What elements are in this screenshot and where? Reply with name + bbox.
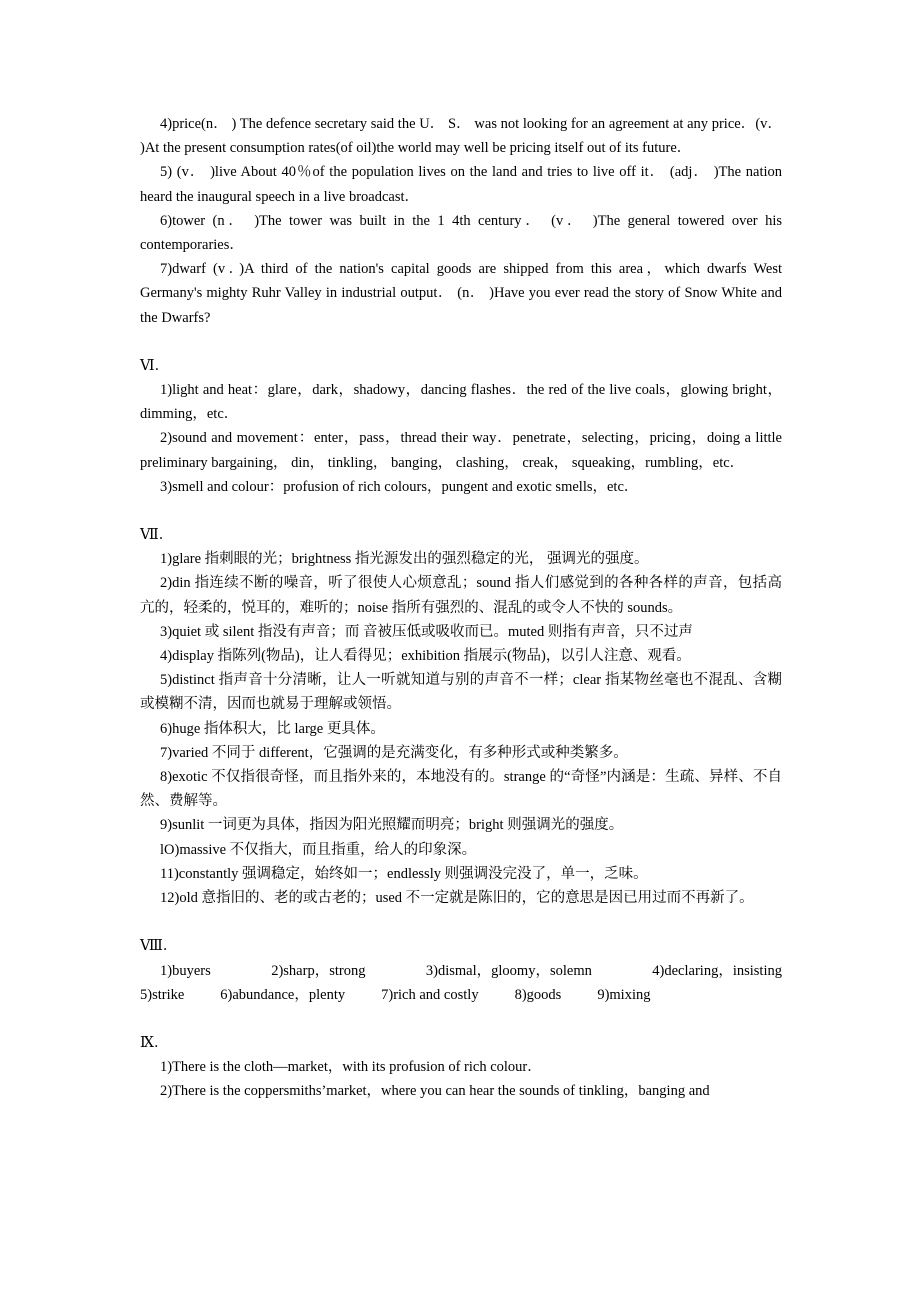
answer-item: 9)sunlit 一词更为具体，指因为阳光照耀而明亮；bright 则强调光的强度。 — [160, 817, 624, 834]
answer-item: 3)smell and colour：profusion of rich colours，pungent and exotic smells，etc． — [160, 478, 639, 495]
section-vi — [140, 354, 782, 499]
answer-item: 2)sharp，strong — [271, 962, 366, 979]
answer-item: 7)rich and costly — [381, 986, 479, 1003]
section-v-continued — [140, 112, 782, 330]
answer-item: 1)There is the cloth—market，with its profusion of rich colour． — [160, 1059, 542, 1076]
answer-item: 3)dismal，gloomy，solemn — [425, 962, 592, 979]
answer-item: 9)mixing — [597, 986, 651, 1003]
section-heading: Ⅵ． — [140, 357, 170, 374]
answer-item: 8)goods — [514, 986, 562, 1003]
answer-item: 8)exotic 不仅指很奇怪，而且指外来的，本地没有的。strange 的“奇怪”内涵是：生疏、异样、不自然、费解等。 — [140, 769, 782, 810]
answer-item: 12)old 意指旧的、老的或古老的；used 不一定就是陈旧的，它的意思是因已用过而不再新了。 — [160, 890, 754, 907]
section-heading: Ⅸ． — [140, 1034, 169, 1051]
answer-item: 5) (v． )live About 40％of the population lives on the land and tries to live off it． (adj． )The nation heard the inaugural speech in a live broadcast． — [140, 164, 782, 205]
answer-item: 5)strike — [140, 986, 185, 1003]
section-ix — [140, 1031, 782, 1104]
answer-item: 1)light and heat：glare，dark，shadowy，dancing flashes．the red of the live coals，glowing bright，dimming，etc． — [140, 382, 782, 423]
answer-item: 6)huge 指体积大，比 large 更具体。 — [160, 720, 385, 737]
answer-item: 5)distinct 指声音十分清晰，让人一听就知道与别的声音不一样；clear 指某物丝毫也不混乱、含糊或模糊不清，因而也就易于理解或领悟。 — [140, 672, 782, 713]
answer-item: 2)sound and movement：enter，pass，thread their way．penetrate，selecting，pricing，doing a little preliminary bargaining， din， tinkling， banging， clashing， creak， squeaking，rumbling，etc． — [140, 430, 782, 471]
document-page — [140, 112, 782, 1104]
section-heading: Ⅶ． — [140, 527, 174, 544]
answer-row — [140, 959, 782, 983]
answer-item: 2)din 指连续不断的噪音，听了很使人心烦意乱；sound 指人们感觉到的各种各样的声音，包括高亢的，轻柔的，悦耳的，难听的；noise 指所有强烈的、混乱的或令人不快的 sounds。 — [140, 575, 782, 616]
section-heading: Ⅷ． — [140, 938, 178, 955]
answer-item: 4)price(n． ) The defence secretary said the U． S． was not looking for an agreement at any price．(v． )At the present consumption rates(of oil)the world may well be pricing itself out of its future． — [140, 116, 782, 157]
answer-item: 11)constantly 强调稳定，始终如一；endlessly 则强调没完没了，单一，乏味。 — [160, 865, 648, 882]
answer-item: 7)dwarf (v．)A third of the nation's capital goods are shipped from this area，which dwarfs West Germany's mighty Ruhr Valley in industrial output． (n． )Have you ever read the story of Snow White and the Dwarfs? — [140, 261, 782, 326]
answer-row — [140, 983, 782, 1007]
answer-item: 6)abundance，plenty — [220, 986, 346, 1003]
answer-item: 4)display 指陈列(物品)，让人看得见；exhibition 指展示(物品)，以引人注意、观看。 — [160, 648, 691, 665]
section-vii — [140, 523, 782, 910]
section-viii — [140, 934, 782, 1007]
answer-item: 3)quiet 或 silent 指没有声音；而 音被压低或吸收而已。muted 则指有声音，只不过声 — [160, 623, 693, 640]
answer-item: 1)glare 指刺眼的光；brightness 指光源发出的强烈稳定的光， 强调光的强度。 — [160, 551, 649, 568]
answer-item: 6)tower (n． )The tower was built in the 1 4th century． (v． )The general towered over his contemporaries． — [140, 212, 782, 254]
answer-item: 1)buyers — [160, 962, 211, 979]
answer-item: 4)declaring，insisting — [652, 962, 782, 979]
answer-item: 2)There is the coppersmiths’market，where you can hear the sounds of tinkling，banging and — [160, 1083, 710, 1100]
answer-item: 7)varied 不同于 different，它强调的是充满变化，有多种形式或种类繁多。 — [160, 744, 628, 761]
answer-item: lO)massive 不仅指大，而且指重，给人的印象深。 — [160, 841, 477, 858]
